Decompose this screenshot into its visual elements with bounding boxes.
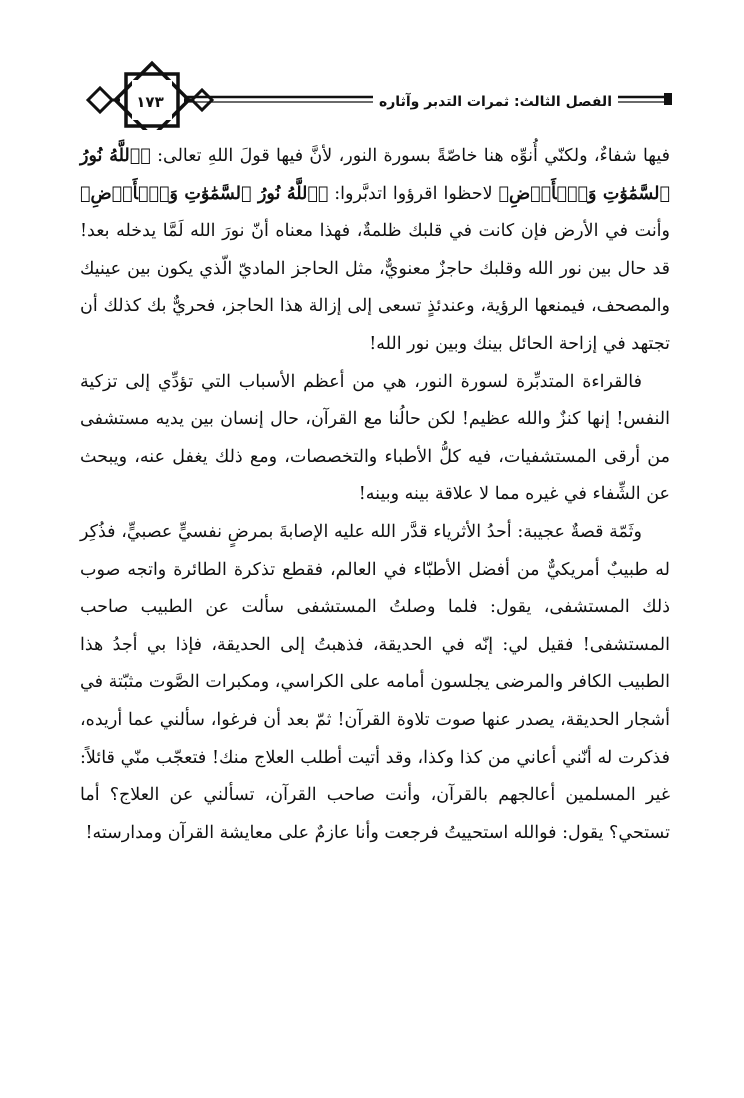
text-segment: لاحظوا اقرؤوا اتدبَّروا: [328,183,499,204]
text-segment: فالقراءة المتدبِّرة لسورة النور، هي من أعظم الأسباب التي تؤدِّي إلى تزكية النفس! إنها كنزٌ والله عظيم! لكن حالُنا مع القرآن، حال إنسان بين يديه مستشفى من أرقى المستشفيات، فيه كلُّ الأطباء والتخصصات، ومع ذلك يغفل عنه، ويبحث عن الشِّفاء في غيره مما لا علاقة بينه وبينه! [80,371,670,505]
paragraph [80,364,670,514]
text-segment: وثَمّة قصةٌ عجيبة: أحدُ الأثرياء قدَّر الله عليه الإصابةَ بمرضٍ نفسيٍّ عصبيٍّ، فذُكِر له طبيبٌ أمريكيٌّ من أفضل الأطبّاء في العالم، فقطع تذكرة الطائرة واتجه صوب ذلك المستشفى، يقول: فلما وصلتُ المستشفى سألت عن الطبيب صاحب المستشفى! فقيل لي: إنّه في الحديقة، فذهبتُ إلى الحديقة، فإذا بي أجدُ هذا الطبيب الكافر والمرضى يجلسون أمامه على الكراسي، ومكبرات الصَّوت مثبّتة في أشجار الحديقة، يصدر عنها صوت تلاوة القرآن! ثمّ بعد أن فرغوا، سألني عما أريده، فذكرت له أنّني أعاني من كذا وكذا، وقد أتيت أطلب العلاج منك! فتعجّب منّي قائلاً: غير المسلمين أعالجهم بالقرآن، وأنت صاحب القرآن، تسألني عن العلاج؟ أما تستحي؟ يقول: فوالله استحييتُ فرجعت وأنا عازمٌ على معايشة القرآن ومدارسته! [80,521,670,843]
text-segment: فيها شفاءٌ، ولكنّي أُنوِّه هنا خاصّةً بسورة النور، لأنَّ فيها قولَ اللهِ تعالى: [150,146,670,166]
text-segment: وأنت في الأرض فإن كانت في قلبك ظلمةٌ، فهذا معناه أنّ نورَ الله لَمَّا يدخله بعد! قد حال بين نور الله وقلبك حاجزٌ معنويٌّ، مثل الحاجز الماديّ الّذي يكون بين عينيك والمصحف، فيمنعها الرؤية، وعندئذٍ تسعى إلى إزالة هذا الحاجز، فحريٌّ بك كذلك أن تجتهد في إزاحة الحائل بينك وبين نور الله! [80,221,670,354]
paragraph [80,514,670,852]
page-number: ١٧٣ [136,93,164,111]
paragraph [80,138,670,364]
running-header [80,60,680,130]
chapter-title: الفصل الثالث: ثمرات التدبر وآثاره [373,94,618,110]
page-body-text [80,138,670,852]
quran-verse: ﴿ٱللَّهُ نُورُ ٱلسَّمَٰوَٰتِ وَٱلۡأَرۡضِ﴾ [80,183,329,204]
quran-verse: ﴿ٱللَّهُ نُورُ ٱلسَّمَٰوَٰتِ وَٱلۡأَرۡضِ﴾ [80,146,671,204]
